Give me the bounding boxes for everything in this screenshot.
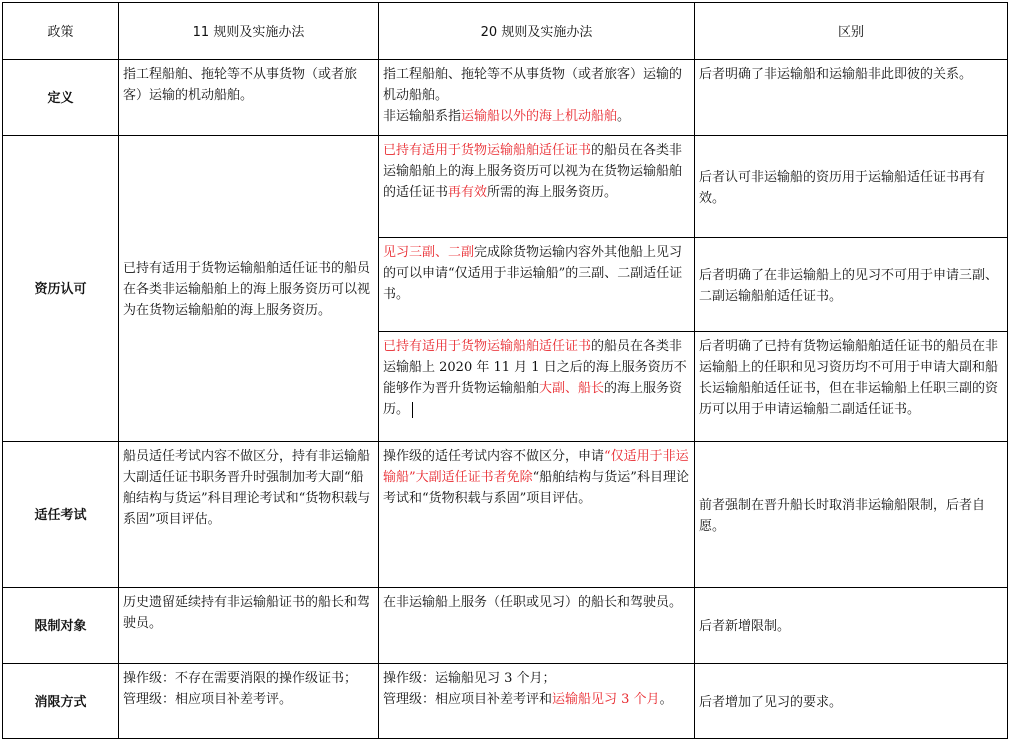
row-definition	[3, 60, 1008, 136]
definition-rules-20	[379, 60, 695, 136]
text-span: 完成除货物运输内容外其他船上见习的可以申请“仅适用于非运输船”的三副、二副适任证书。	[383, 245, 683, 302]
highlight-text: 运输船以外的海上机动船舶	[461, 109, 618, 124]
label-restriction: 限制对象	[3, 588, 119, 664]
header-difference: 区别	[695, 3, 1008, 60]
exam-difference: 前者强制在晋升船长时取消非运输船限制，后者自愿。	[695, 442, 1008, 588]
recognition-rules-20-item2	[379, 238, 695, 332]
definition-difference: 后者明确了非运输船和运输船非此即彼的关系。	[695, 60, 1008, 136]
text-span: 的船员在各类非运输船上 2020 年 11 月 1 日之后的海上服务资历不能够作为晋升货物运输船舶	[383, 339, 687, 396]
row-removal	[3, 664, 1008, 739]
definition-rules-20-line1: 指工程船舶、拖轮等不从事货物（或者旅客）运输的机动船舶。	[383, 67, 683, 103]
definition-rules-20-line2	[383, 106, 690, 127]
highlight-text: 已持有适用于货物运输船舶适任证书	[383, 339, 592, 354]
label-exam: 适任考试	[3, 442, 119, 588]
text-span: 非运输船系指	[383, 109, 462, 124]
recognition-difference-item2: 后者明确了在非运输船上的见习不可用于申请三副、二副运输船舶适任证书。	[695, 238, 1008, 332]
highlight-text: “仅适用于非运输船”大副适任证书者免除	[383, 449, 689, 485]
highlight-text: 见习三副、二副	[383, 245, 475, 260]
exam-rules-11: 船员适任考试内容不做区分，持有非运输船大副适任证书职务晋升时强制加考大副“船舶结构与货运”科目理论考试和“货物积载与系固”项目评估。	[119, 442, 379, 588]
removal-rules-11-line2: 管理级：相应项目补差考评。	[123, 692, 293, 707]
highlight-text: 大副、船长	[539, 381, 605, 396]
header-policy: 政策	[3, 3, 119, 60]
label-definition: 定义	[3, 60, 119, 136]
exam-rules-20	[379, 442, 695, 588]
text-span: 的海上服务资历。	[383, 381, 683, 417]
removal-rules-20	[379, 664, 695, 739]
definition-rules-11: 指工程船舶、拖轮等不从事货物（或者旅客）运输的机动船舶。	[119, 60, 379, 136]
highlight-text: 运输船见习 3 个月	[552, 692, 660, 707]
highlight-text: 再有效	[448, 185, 488, 200]
recognition-difference-item1: 后者认可非运输船的资历用于运输船适任证书再有效。	[695, 136, 1008, 238]
restriction-rules-11: 历史遗留延续持有非运输船证书的船长和驾驶员。	[119, 588, 379, 664]
removal-rules-20-line1: 操作级：运输船见习 3 个月；	[383, 671, 556, 686]
recognition-rules-20-item1	[379, 136, 695, 238]
row-exam	[3, 442, 1008, 588]
highlight-text: 已持有适用于货物运输船舶适任证书	[383, 143, 592, 158]
restriction-rules-20: 在非运输船上服务（任职或见习）的船长和驾驶员。	[379, 588, 695, 664]
header-rules-11: 11 规则及实施办法	[119, 3, 379, 60]
recognition-rules-11: 已持有适用于货物运输船舶适任证书的船员在各类非运输船舶上的海上服务资历可以视为在货物运输船舶的海上服务资历。	[119, 136, 379, 442]
text-span: 。	[659, 692, 673, 707]
text-cursor[interactable]	[412, 402, 413, 418]
text-span: 的船员在各类非运输船舶上的海上服务资历可以视为在货物运输船舶的适任证书	[383, 143, 683, 200]
header-rules-20: 20 规则及实施办法	[379, 3, 695, 60]
policy-comparison-table	[2, 2, 1008, 739]
text-span: 操作级的适任考试内容不做区分，申请	[383, 449, 605, 464]
restriction-difference: 后者新增限制。	[695, 588, 1008, 664]
recognition-difference-item3: 后者明确了已持有货物运输船舶适任证书的船员在非运输船上的任职和见习资历均不可用于申请大副和船长运输船舶适任证书，但在非运输船上任职三副的资历可以用于申请运输船二副适任证书。	[695, 332, 1008, 442]
text-span: 。	[617, 109, 631, 124]
removal-difference: 后者增加了见习的要求。	[695, 664, 1008, 739]
label-recognition: 资历认可	[3, 136, 119, 442]
text-span: 所需的海上服务资历。	[487, 185, 618, 200]
removal-rules-11-line1: 操作级：不存在需要消限的操作级证书；	[123, 671, 358, 686]
header-row	[3, 3, 1008, 60]
text-span: “船舶结构与货运”科目理论考试和“货物积载与系固”项目评估。	[383, 470, 689, 506]
row-restriction	[3, 588, 1008, 664]
removal-rules-11	[119, 664, 379, 739]
label-removal: 消限方式	[3, 664, 119, 739]
text-span: 管理级：相应项目补差考评和	[383, 692, 553, 707]
removal-rules-20-line2	[383, 689, 690, 710]
row-recognition-1	[3, 136, 1008, 238]
recognition-rules-20-item3	[379, 332, 695, 442]
